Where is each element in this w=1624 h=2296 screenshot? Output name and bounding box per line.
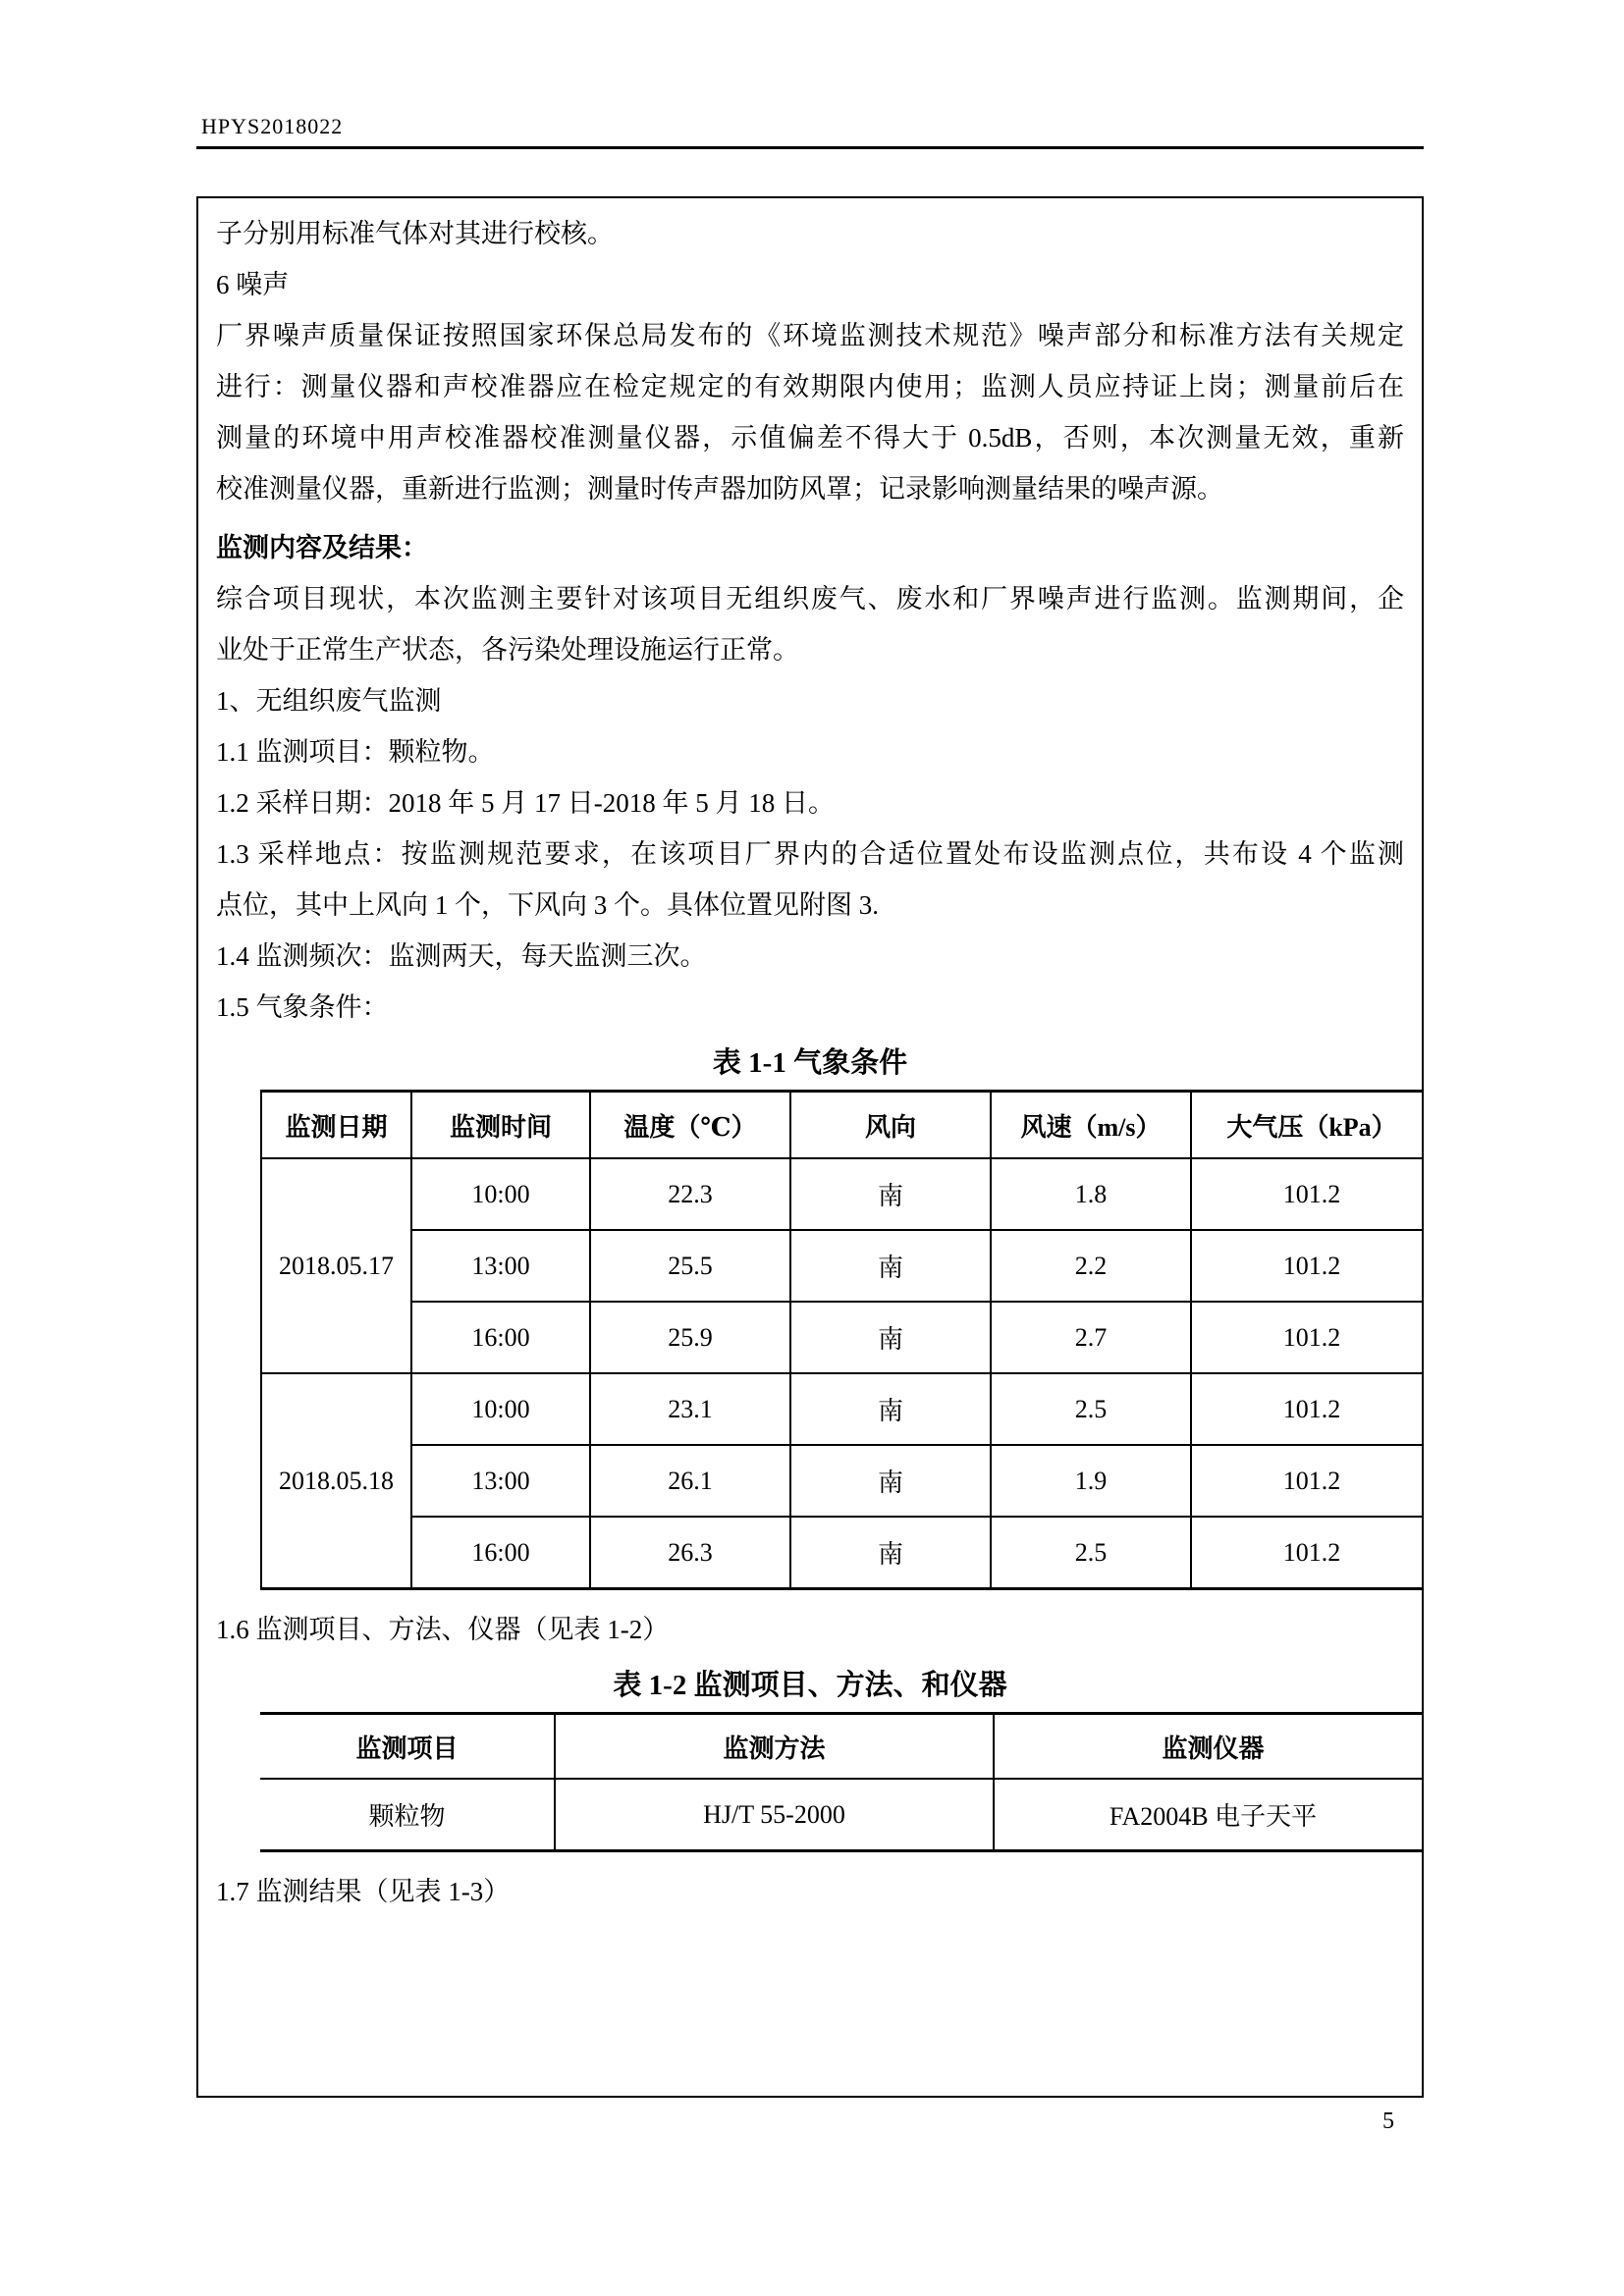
table-cell: 25.5 [590, 1230, 790, 1302]
date-cell: 2018.05.17 [261, 1158, 411, 1373]
table1-title: 表 1-1 气象条件 [712, 1047, 908, 1079]
text-line: 子分别用标准气体对其进行校核。 [216, 219, 614, 248]
table-cell: 1.8 [991, 1158, 1191, 1230]
table-cell: 101.2 [1191, 1230, 1424, 1302]
weather-conditions-table [260, 1090, 1424, 1590]
page-number: 5 [1382, 2109, 1394, 2134]
col-header-temperature: 温度（℃） [590, 1092, 790, 1159]
col-header-method: 监测方法 [555, 1714, 994, 1780]
table-cell: 13:00 [411, 1445, 590, 1517]
table-row [261, 1373, 1424, 1445]
col-header-wind-speed: 风速（m/s） [991, 1092, 1191, 1159]
table-cell: 2.5 [991, 1517, 1191, 1589]
text-line: 校准测量仪器，重新进行监测；测量时传声器加防风罩；记录影响测量结果的噪声源。 [216, 474, 1223, 504]
item-1-1: 1.1 监测项目：颗粒物。 [216, 737, 495, 767]
text-line: 综合项目现状，本次监测主要针对该项目无组织废气、废水和厂界噪声进行监测。监测期间，企 [216, 584, 1404, 614]
text-line: 进行：测量仪器和声校准器应在检定规定的有效期限内使用；监测人员应持证上岗；测量前后在 [216, 372, 1404, 401]
content-box [196, 196, 1424, 2098]
col-header-pressure: 大气压（kPa） [1191, 1092, 1424, 1159]
section-heading: 监测内容及结果： [216, 533, 428, 562]
table-cell: 101.2 [1191, 1445, 1424, 1517]
document-code: HPYS2018022 [201, 114, 344, 138]
item-1-4: 1.4 监测频次：监测两天，每天监测三次。 [216, 941, 707, 971]
table-cell: 南 [790, 1517, 991, 1589]
table-cell: 22.3 [590, 1158, 790, 1230]
item-1-2: 1.2 采样日期：2018 年 5 月 17 日-2018 年 5 月 18 日。 [216, 788, 835, 818]
table-row [261, 1445, 1424, 1517]
table-cell: 1.9 [991, 1445, 1191, 1517]
table-row [261, 1517, 1424, 1589]
table-cell: 南 [790, 1230, 991, 1302]
table-cell: 16:00 [411, 1517, 590, 1589]
item-1-7: 1.7 监测结果（见表 1-3） [216, 1877, 511, 1906]
table-cell: 2.2 [991, 1230, 1191, 1302]
table-cell: 南 [790, 1373, 991, 1445]
table1-header-row [261, 1092, 1424, 1159]
item-1-3: 1.3 采样地点：按监测规范要求，在该项目厂界内的合适位置处布设监测点位，共布设 4 个监测 [216, 839, 1404, 869]
subsection-1: 1、无组织废气监测 [216, 686, 442, 716]
table-cell: FA2004B 电子天平 [994, 1779, 1424, 1851]
table-cell: 南 [790, 1445, 991, 1517]
table-cell: 101.2 [1191, 1158, 1424, 1230]
text-line: 厂界噪声质量保证按照国家环保总局发布的《环境监测技术规范》噪声部分和标准方法有关规定 [216, 321, 1404, 350]
text-line: 业处于正常生产状态，各污染处理设施运行正常。 [216, 635, 799, 665]
col-header-wind-direction: 风向 [790, 1092, 991, 1159]
table-cell: 2.7 [991, 1302, 1191, 1373]
header-rule [196, 146, 1424, 149]
table-cell: HJ/T 55-2000 [555, 1779, 994, 1851]
col-header-instrument: 监测仪器 [994, 1714, 1424, 1780]
table-row [261, 1230, 1424, 1302]
date-cell: 2018.05.18 [261, 1373, 411, 1589]
table2-title: 表 1-2 监测项目、方法、和仪器 [613, 1670, 1007, 1701]
col-header-item: 监测项目 [260, 1714, 555, 1780]
col-header-date: 监测日期 [261, 1092, 411, 1159]
table-row [261, 1302, 1424, 1373]
item-1-6: 1.6 监测项目、方法、仪器（见表 1-2） [216, 1615, 670, 1644]
table-cell: 13:00 [411, 1230, 590, 1302]
table-cell: 南 [790, 1158, 991, 1230]
table-cell: 101.2 [1191, 1517, 1424, 1589]
table-cell: 10:00 [411, 1158, 590, 1230]
table-cell: 2.5 [991, 1373, 1191, 1445]
text-line: 点位，其中上风向 1 个，下风向 3 个。具体位置见附图 3. [216, 890, 879, 920]
table-cell: 16:00 [411, 1302, 590, 1373]
table-cell: 101.2 [1191, 1373, 1424, 1445]
text-line: 测量的环境中用声校准器校准测量仪器，示值偏差不得大于 0.5dB，否则，本次测量无效，重新 [216, 423, 1404, 453]
table-cell: 颗粒物 [260, 1779, 555, 1851]
table-row [260, 1779, 1424, 1851]
table-cell: 23.1 [590, 1373, 790, 1445]
item-1-5: 1.5 气象条件： [216, 992, 389, 1022]
methods-instruments-table [260, 1712, 1424, 1852]
col-header-time: 监测时间 [411, 1092, 590, 1159]
table-cell: 10:00 [411, 1373, 590, 1445]
table-cell: 101.2 [1191, 1302, 1424, 1373]
table-cell: 南 [790, 1302, 991, 1373]
table-cell: 26.3 [590, 1517, 790, 1589]
table-cell: 26.1 [590, 1445, 790, 1517]
section-number-noise: 6 噪声 [216, 270, 290, 299]
table-cell: 25.9 [590, 1302, 790, 1373]
table-row [261, 1158, 1424, 1230]
table2-header-row [260, 1714, 1424, 1780]
